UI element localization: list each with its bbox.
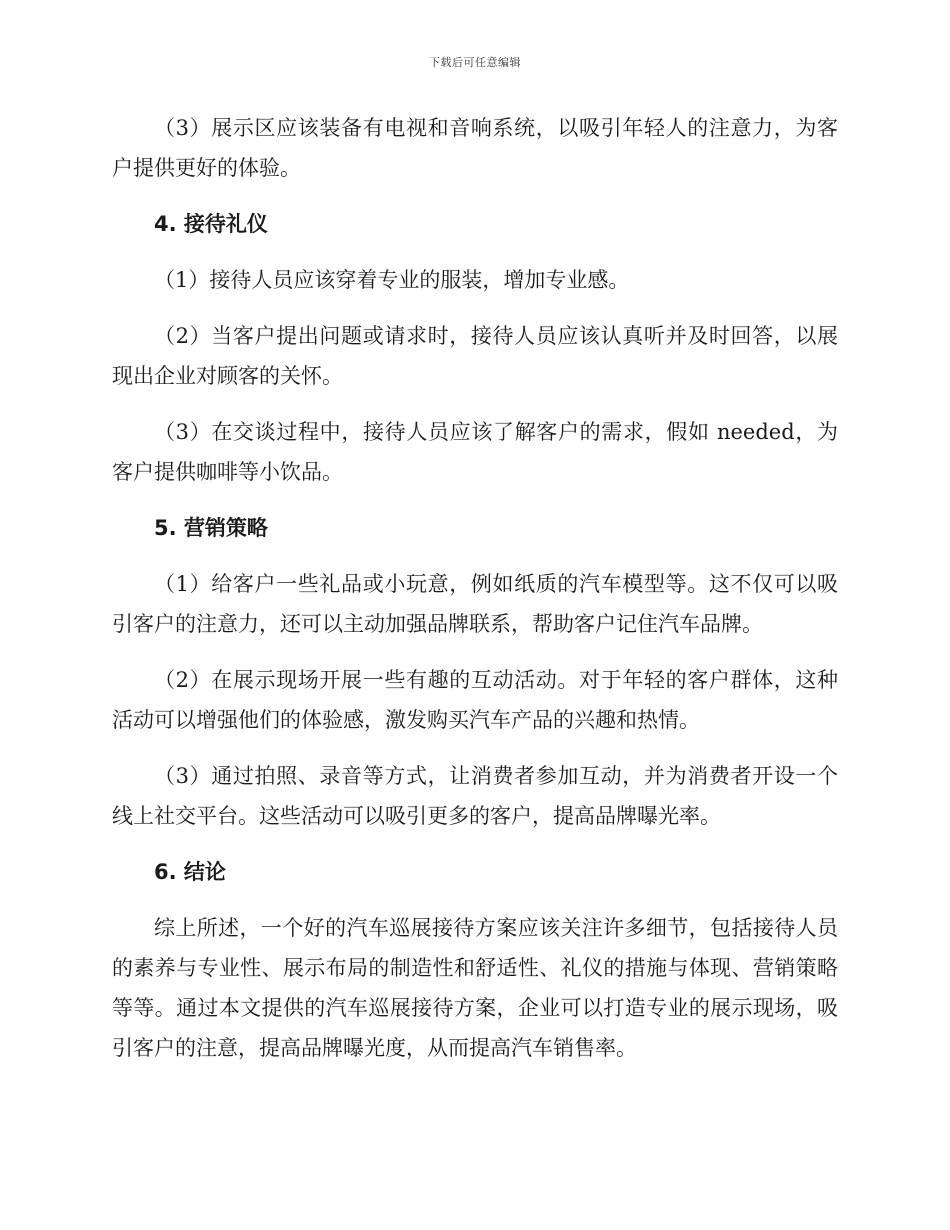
paragraph-marketing-1: （1）给客户一些礼品或小玩意，例如纸质的汽车模型等。这不仅可以吸引客户的注意力，还可以主动加强品牌联系，帮助客户记住汽车品牌。 [112,572,838,636]
section-heading-marketing-strategy: 5. 营销策略 [154,516,268,540]
section-heading-reception-etiquette: 4. 接待礼仪 [154,212,268,236]
paragraph-marketing-2: （2）在展示现场开展一些有趣的互动活动。对于年轻的客户群体，这种活动可以增强他们的体验感，激发购买汽车产品的兴趣和热情。 [112,668,838,732]
document-body [112,108,838,1084]
paragraph-etiquette-3: （3）在交谈过程中，接待人员应该了解客户的需求，假如 needed，为客户提供咖啡等小饮品。 [112,420,838,484]
paragraph-marketing-3: （3）通过拍照、录音等方式，让消费者参加互动，并为消费者开设一个线上社交平台。这些活动可以吸引更多的客户，提高品牌曝光率。 [112,764,838,828]
paragraph-display-area-3: （3）展示区应该装备有电视和音响系统，以吸引年轻人的注意力，为客户提供更好的体验。 [112,116,838,180]
paragraph-etiquette-2: （2）当客户提出问题或请求时，接待人员应该认真听并及时回答，以展现出企业对顾客的关怀。 [112,324,838,388]
section-heading-conclusion: 6. 结论 [154,860,226,884]
page-header: 下载后可任意编辑 [429,56,521,69]
paragraph-conclusion: 综上所述，一个好的汽车巡展接待方案应该关注许多细节，包括接待人员的素养与专业性、展示布局的制造性和舒适性、礼仪的措施与体现、营销策略等等。通过本文提供的汽车巡展接待方案，企业可以打造专业的展示现场，吸引客户的注意，提高品牌曝光度，从而提高汽车销售率。 [112,916,838,1060]
paragraph-etiquette-1: （1）接待人员应该穿着专业的服装，增加专业感。 [154,268,630,292]
